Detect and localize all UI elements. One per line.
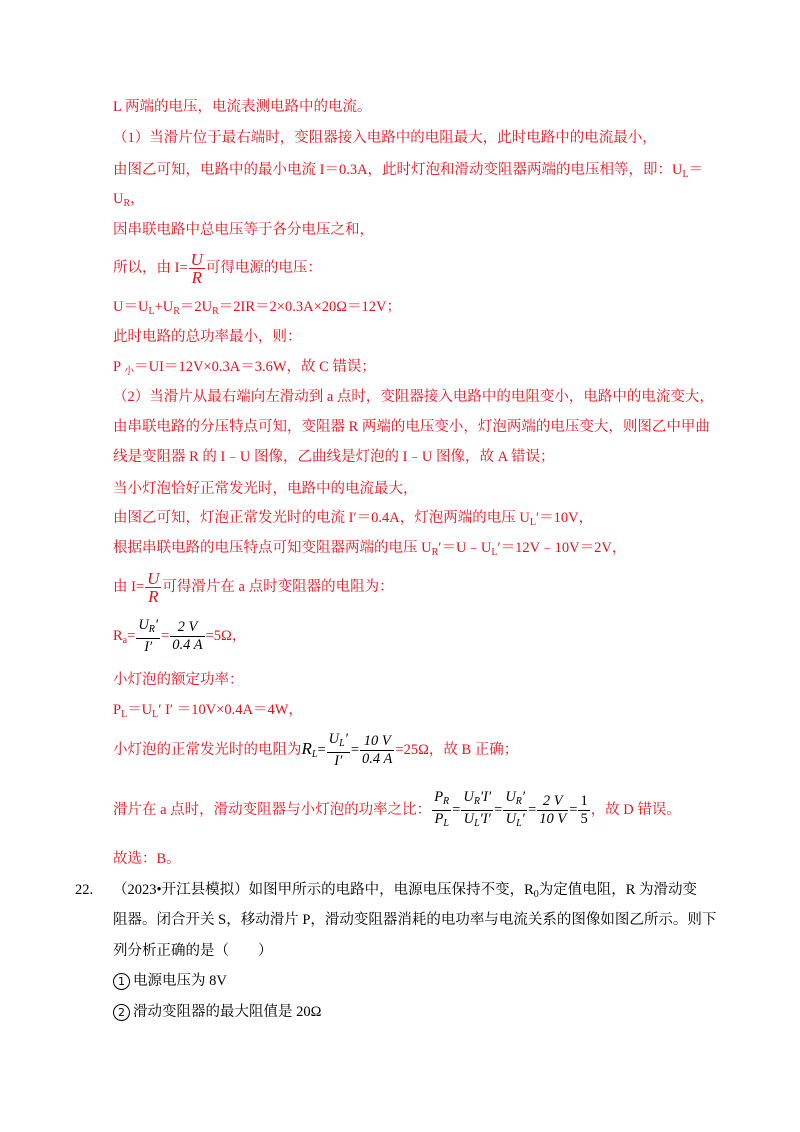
- question-line: 阻器。闭合开关 S，移动滑片 P，滑动变阻器消耗的电功率与电流关系的图像如图乙所示。则下: [113, 912, 717, 928]
- solution-line: $P_L=U_L'$ I′ ＝10V×0.4A＝4W，: [113, 702, 303, 720]
- solution-line: $U=U_L+U_R=2U_R=2IR=2\times 0.3A\times 20\Omega=12V$；: [113, 299, 401, 317]
- fraction: $\frac{U_R'}{I'}$: [138, 617, 159, 656]
- solution-line: （2）当滑片从最右端向左滑动到 a 点时，变阻器接入电路中的电阻变小，电路中的电流变大，: [113, 389, 714, 405]
- solution-line: 小灯泡的额定功率：: [113, 672, 244, 688]
- solution-line: 故选：B。: [113, 851, 181, 867]
- fraction: $\frac{P_R}{P_L}$: [434, 789, 450, 829]
- solution-line: 由串联电路的分压特点可知，变阻器 R 两端的电压变小，灯泡两端的电压变大，则图乙中甲曲: [113, 419, 710, 435]
- option-1: 1 电源电压为 8V: [113, 971, 227, 991]
- circled-number-icon: 1: [113, 973, 130, 990]
- fraction: $\frac{U_L'}{I'}$: [328, 731, 348, 770]
- solution-line: 所以，由 I= $\frac{U}{R}$ 可得电源的电压：: [113, 250, 322, 288]
- circled-number-icon: 2: [113, 1004, 130, 1021]
- solution-line: 由图乙可知，电路中的最小电流 I＝0.3A，此时灯泡和滑动变阻器两端的电压相等，即：$U_L=$: [113, 162, 704, 180]
- question-line: 列分析正确的是（ ）: [113, 943, 273, 959]
- solution-line: 由图乙可知，灯泡正常发光时的电流 I′＝0.4A，灯泡两端的电压 $U_L'=10V$，: [113, 510, 594, 528]
- fraction: $\frac{U}{R}$: [147, 569, 160, 607]
- fraction: $\frac{1}{5}$: [580, 793, 588, 827]
- solution-line: 小灯泡的正常发光时的电阻为$R_L=$ $\frac{U_L'}{I'}$ = $\frac{10 V}{0.4 A}$ =25Ω，故 B 正确；: [113, 731, 519, 770]
- question-number: 22.: [75, 882, 94, 898]
- fraction: $\frac{10 V}{0.4 A}$: [362, 733, 393, 768]
- solution-line: 滑片在 a 点时，滑动变阻器与小灯泡的功率之比： $\frac{P_R}{P_L}$ = $\frac{U_R'I'}{U_L'I'}$ = $\frac{U_R'}{U_L'}$ = $\frac{2 V}{10 V}$ = $\frac{1}{5}$ ，故 D 错误。: [113, 789, 681, 832]
- solution-line: 由 I= $\frac{U}{R}$ 可得滑片在 a 点时变阻器的电阻为：: [113, 569, 394, 607]
- option-2: 2 滑动变阻器的最大阻值是 20Ω: [113, 1002, 321, 1022]
- solution-line: （1）当滑片位于最右端时，变阻器接入电路中的电阻最大，此时电路中的电流最小，: [113, 130, 657, 146]
- solution-line: 当小灯泡恰好正常发光时，电路中的电流最大，: [113, 481, 418, 497]
- fraction: $\frac{2 V}{10 V}$: [539, 793, 567, 827]
- solution-line: P $_小$＝UI＝12V×0.3A＝3.6W，故 C 错误；: [113, 359, 376, 377]
- fraction: $\frac{U_R'}{U_L'}$: [505, 789, 526, 829]
- fraction: $\frac{U}{R}$: [190, 250, 203, 288]
- solution-line: 线是变阻器 R 的 I﹣U 图像，乙曲线是灯泡的 I﹣U 图像，故 A 错误；: [113, 449, 555, 465]
- solution-line: $R_a=$ $\frac{U_R'}{I'}$ = $\frac{2 V}{0.4 A}$ =5Ω，: [113, 617, 247, 656]
- fraction: $\frac{2 V}{0.4 A}$: [172, 619, 203, 654]
- question-line: （2023•开江县模拟）如图甲所示的电路中，电源电压保持不变，$R_0$为定值电阻，R 为滑动变: [113, 882, 698, 900]
- fraction: $\frac{U_R'I'}{U_L'I'}$: [463, 789, 492, 829]
- solution-line: 因串联电路中总电压等于各分电压之和，: [113, 222, 374, 238]
- solution-line: 根据串联电路的电压特点可知变阻器两端的电压 $U_R'=U﹣U_L'=12V﹣10V=2V$，: [113, 540, 627, 558]
- solution-line: $U_R$，: [113, 191, 145, 209]
- solution-line: L 两端的电压，电流表测电路中的电流。: [113, 99, 372, 115]
- solution-line: 此时电路的总功率最小，则：: [113, 329, 302, 345]
